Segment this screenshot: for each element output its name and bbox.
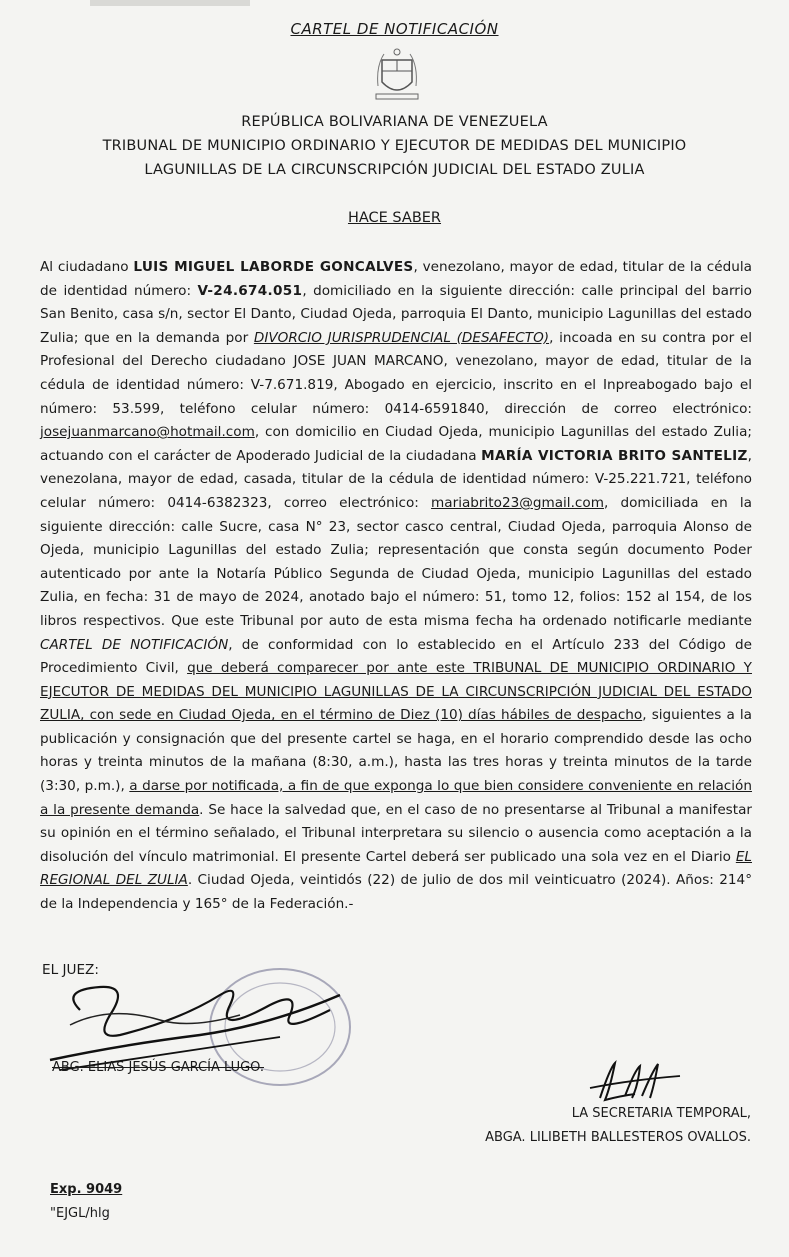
- judge-label: EL JUEZ:: [42, 962, 99, 978]
- case-type: DIVORCIO JURISPRUDENCIAL (DESAFECTO): [253, 329, 550, 346]
- body-text-segment: , con domicilio en Ciudad Ojeda, municipio Lagunillas del estado Zulia; actuando con el carácter de Apoderado Judicial de la ciudadana: [40, 424, 752, 464]
- judge-signature-stamp-icon: [40, 965, 380, 1095]
- appearance-clause: que deberá comparecer por ante este TRIBUNAL DE MUNICIPIO ORDINARIO Y EJECUTOR DE MEDIDAS DEL MUNICIPIO LAGUNILLAS DE LA CIRCUNSCRIPCIÓN JUDICIAL DEL ESTADO ZULIA, con sede en Ciudad Ojeda, en el término de Diez (10) días hábiles de despacho: [40, 660, 752, 724]
- header-tribunal: TRIBUNAL DE MUNICIPIO ORDINARIO Y EJECUTOR DE MEDIDAS DEL MUNICIPIO: [102, 138, 687, 154]
- attorney-email: josejuanmarcano@hotmail.com: [40, 424, 255, 441]
- file-initials: "EJGL/hlg: [50, 1206, 110, 1221]
- client-name: MARÍA VICTORIA BRITO SANTELIZ: [481, 447, 748, 464]
- secretary-name: ABGA. LILIBETH BALLESTEROS OVALLOS.: [485, 1130, 751, 1145]
- hace-saber-heading: HACE SABER: [347, 210, 442, 226]
- scan-smudge: [90, 0, 250, 6]
- header-republic: REPÚBLICA BOLIVARIANA DE VENEZUELA: [241, 114, 548, 130]
- body-text-segment: , de conformidad con lo establecido en el Artículo 233 del Código de Procedimiento Civil,: [40, 636, 752, 677]
- defendant-name: LUIS MIGUEL LABORDE GONCALVES: [133, 259, 414, 275]
- body-text-segment: ; que en la demanda por: [73, 329, 254, 346]
- body-text-segment: . Ciudad Ojeda, veintidós (22) de julio de dos mil veinticuatro (2024). Años: 214° de la Independencia y 165° de la Federación.-: [40, 872, 752, 913]
- body-text-segment: , incoada en su contra por el Profesional del Derecho ciudadano JOSE JUAN MARCANO, venezolano, mayor de edad, titular de la cédula de identidad número: V-7.671.819, Abogado en ejercicio, inscrito en el Inpreabogado bajo el número: 53.599, teléfono celular número: 0414-6591840, dirección de correo electrónico:: [40, 329, 752, 417]
- body-text-segment: , siguientes a la publicación y consignación que del presente cartel se haga, en el horario comprendido desde las ocho horas y treinta minutos de la mañana (8:30, a.m.), hasta las tres horas y treinta minutos de la tarde (3:30, p.m.),: [40, 707, 752, 795]
- body-text-segment: Al ciudadano: [40, 259, 134, 275]
- judge-name: ABG. ELIAS JESÚS GARCÍA LUGO.: [52, 1060, 264, 1075]
- client-email: mariabrito23@gmail.com: [431, 494, 604, 511]
- header-circunscripcion: LAGUNILLAS DE LA CIRCUNSCRIPCIÓN JUDICIAL DEL ESTADO ZULIA: [144, 162, 645, 178]
- body-text-segment: , venezolana, mayor de edad, casada, titular de la cédula de identidad número: V-25.221.721, teléfono celular número: 0414-6382323, correo electrónico:: [40, 447, 752, 511]
- notice-body: [40, 256, 752, 917]
- secretary-signature-icon: [580, 1058, 690, 1108]
- coat-of-arms-icon: [372, 46, 422, 106]
- body-text-segment: , venezolano, mayor de edad, titular de la cédula de identidad número:: [40, 259, 752, 299]
- cartel-reference: CARTEL DE NOTIFICACIÓN: [40, 636, 229, 653]
- secretary-role: LA SECRETARIA TEMPORAL,: [571, 1106, 751, 1121]
- body-text-segment: , domiciliada en la siguiente dirección: calle Sucre, casa N° 23, sector casco central, Ciudad Ojeda, parroquia Alonso de Ojeda, municipio Lagunillas del estado Zulia; representación que consta según documento Poder autenticado por ante la Notaría Público Segunda de Ciudad Ojeda, municipio Lagunillas del estado Zulia, en fecha: 31 de mayo de 2024, anotado bajo el número: 51, tomo 12, folios: 152 al 154, de los libros respectivos. Que este Tribunal por auto de esta misma fecha ha ordenado notificarle mediante: [40, 494, 752, 629]
- defendant-id: V-24.674.051: [197, 282, 303, 299]
- newspaper-name: EL REGIONAL DEL ZULIA: [40, 848, 752, 889]
- file-number: Exp. 9049: [50, 1182, 123, 1197]
- notification-clause: a darse por notificada, a fin de que exponga lo que bien considere conveniente en relación a la presente demanda: [40, 778, 752, 818]
- body-text-segment: , domiciliado en la siguiente dirección: calle principal del barrio San Benito, casa s/n, sector El Danto, Ciudad Ojeda, parroquia El Danto, municipio Lagunillas del estado Zulia: [40, 282, 752, 346]
- body-text-segment: . Se hace la salvedad que, en el caso de no presentarse al Tribunal a manifestar su opinión en el término señalado, el Tribunal interpretara su silencio o ausencia como aceptación a la disolución del vínculo matrimonial. El presente Cartel deberá ser publicado una sola vez en el Diario: [40, 801, 753, 865]
- document-title: CARTEL DE NOTIFICACIÓN: [290, 20, 499, 38]
